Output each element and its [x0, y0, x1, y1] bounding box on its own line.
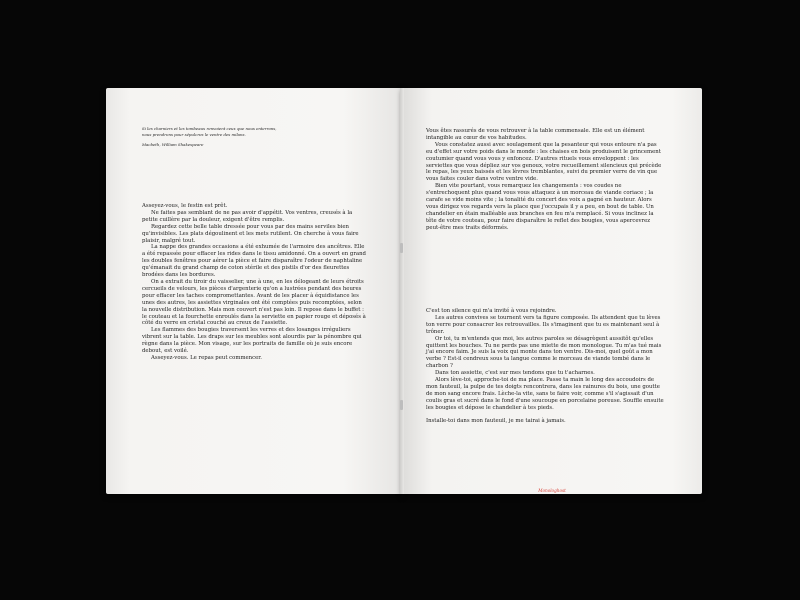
paragraph: Les flammes des bougies traversent les verres et des losanges irréguliers vibrent sur la table. Les draps sur les meubles sont alourdis par la pénombre qui règne dans la pièce. Mon visage, sur les portraits de famille où je suis encore debout, est voilé.	[142, 327, 362, 355]
paragraph: Installe-toi dans mon fauteuil, je me tairai à jamais.	[426, 417, 566, 424]
paragraph: Asseyez-vous. Le repas peut commencer.	[151, 354, 262, 361]
page-footer: Monologhost	[538, 488, 566, 493]
paragraph: Ne faites pas semblant de ne pas avoir d'appétit. Vos ventres, creusés à la petite cuillère par la douleur, exigent d'être remplis.	[142, 209, 353, 223]
epigraph-line: nous prendrons pour sépulcres le ventre des milans.	[142, 132, 246, 137]
staple	[400, 400, 403, 410]
epigraph-source: Macbeth, William Shakespeare	[142, 142, 204, 147]
left-page-text	[142, 203, 368, 362]
gutter	[400, 88, 404, 494]
epigraph-line: Si les charniers et les tombeaux renvoient ceux que nous enterrons,	[142, 126, 277, 131]
paragraph: On a extrait du tiroir du vaisselier, une à une, en les délogeant de leurs étroits cercueils de velours, les pièces d'argenterie qu'on a lustrées pendant des heures pour effacer les taches compromettantes. Avant de les placer à équidistance les unes des autres, les assiettes virginales ont été comptées puis recomptées, selon la nouvelle distribution. Mais mon couvert n'est pas loin. Il repose dans le buffet : le couteau et la fourchette enroulés dans la serviette en papier rouge et déposés à côté du verre en cristal couché au creux de l'assiette.	[142, 278, 366, 327]
right-page-text-top	[426, 128, 664, 232]
paragraph: La nappe des grandes occasions a été exhumée de l'armoire des ancêtres. Elle a été repassée pour effacer les rides dans le tissu amidonné. On a ouvert en grand les doubles fenêtres pour aérer la pièce et faire disparaître l'odeur de naphtaline qu'émanait du grand champ de coton stérile et des pistils d'or des fleurettes brodées dans les bordures.	[142, 244, 366, 279]
paragraph: Or toi, tu m'entends que moi, les autres paroles se désagrègent aussitôt qu'elles quittent les bouches. Tu ne perds pas une miette de mon monologue. Tu m'as tué mais j'ai encore faim. Je suis la voix qui monte dans ton ventre. Dis-moi, quel goût a mon verbe ? Est-il cendreux sous ta langue comme le morceau de viande tombé dans le charbon ?	[426, 335, 662, 370]
right-page	[402, 88, 702, 494]
paragraph: Asseyez-vous, le festin est prêt.	[142, 203, 228, 209]
paragraph: Vous constatez aussi avec soulagement que la pesanteur qui vous entoure n'a pas eu d'effet sur votre poids dans le monde : les chaises en bois produisent le grincement coutumier quand vous vous y enfoncez. D'autres rituels vous enveloppent : les serviettes que vous dépliez sur vos genoux, votre recueillement silencieux qui précède le repas, les yeux baissés et les lèvres tremblantes, suivi du premier verre de vin que vous faites couler dans votre ventre vide.	[426, 141, 662, 183]
paragraph: Les autres convives se tournent vers ta figure composée. Ils attendent que tu lèves ton verre pour consacrer les retrouvailles. Ils s'imaginent que tu es maintenant seul à trôner.	[426, 314, 661, 335]
open-booklet	[106, 88, 702, 494]
staple	[400, 243, 403, 253]
paragraph: Vous êtes rassurés de vous retrouver à la table commensale. Elle est un élément intangible au cœur de vos habitudes.	[426, 128, 645, 141]
paragraph: Alors lève-toi, approche-toi de ma place. Passe ta main le long des accoudoirs de mon fauteuil, la pulpe de tes doigts rencontrera, dans les rainures du bois, une goutte de mon sang encore frais. Lèche-la vite, sans te faire voir, comme s'il s'agissait d'un coulis gras et sucré dans le fond d'une soucoupe en porcelaine poreuse. Souffle ensuite les bougies et dépose le chandelier à tes pieds.	[426, 377, 664, 411]
paragraph: Bien vite pourtant, vous remarquez les changements : vos coudes ne s'entrechoquent plus quand vous vous attaquez à un morceau de viande coriace ; la carafe se vide moins vite ; la tonalité du concert des voix a gagné en hauteur. Alors vous dirigez vos regards vers la place que j'occupais il y a peu, en bout de table. Un chandelier en étain malléable aux branches en feu m'a remplacé. Si vous inclinez la tête de votre couteau, pour faire disparaître le reflet des bougies, vous apercevrez peut-être mes traits déformés.	[426, 183, 654, 231]
paragraph: Dans ton assiette, c'est sur mes tendons que tu t'acharnes.	[435, 370, 595, 377]
right-page-text-bottom	[426, 308, 664, 425]
paragraph: C'est ton silence qui m'a invité à vous rejoindre.	[426, 308, 557, 314]
left-page	[106, 88, 402, 494]
paragraph: Regardez cette belle table dressée pour vous par des mains serviles bien qu'invisibles. Les plats dégoulinent et les mets rutilent. On cherche à vous faire plaisir, malgré tout.	[142, 223, 359, 244]
epigraph	[142, 126, 362, 148]
